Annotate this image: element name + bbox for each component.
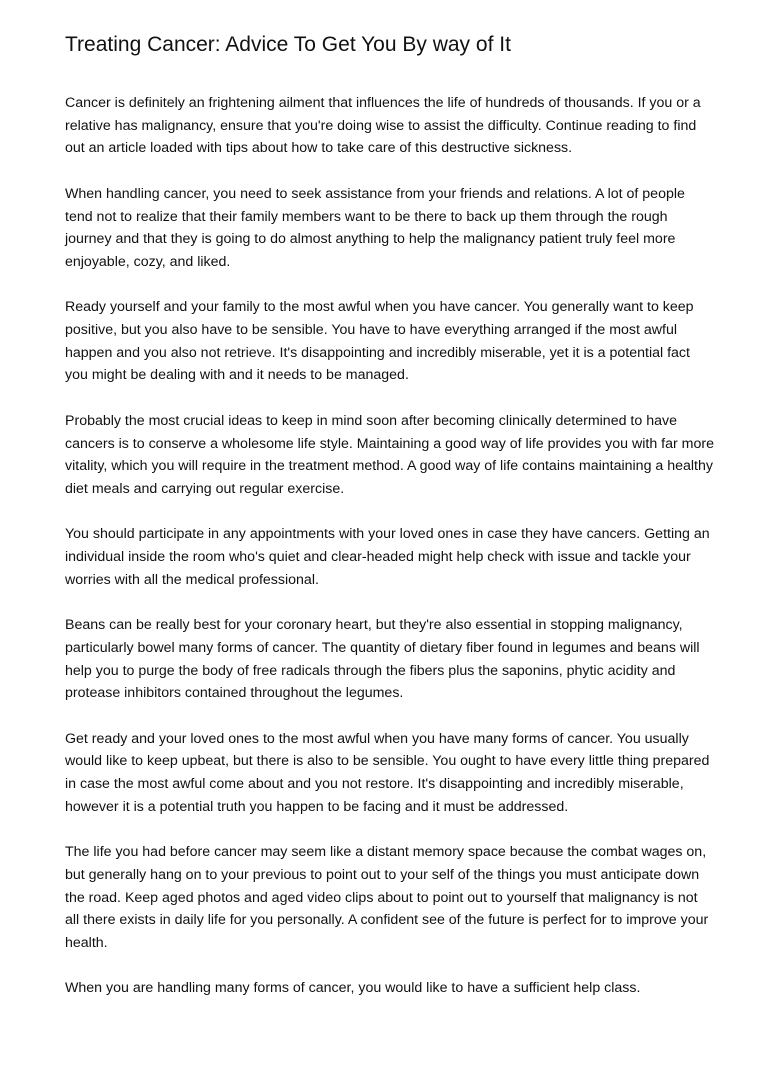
paragraph-9: When you are handling many forms of cancer, you would like to have a sufficient help class. bbox=[65, 980, 641, 997]
paragraph-7: Get ready and your loved ones to the most awful when you have many forms of cancer. You usually would like to keep upbeat, but there is also to be sensible. You ought to have every little thing prepared in case the most awful come about and you not restore. It's disappointing and incredibly miserable, however it is a potential truth you happen to be facing and it must be addressed. bbox=[65, 730, 710, 815]
document-page bbox=[65, 30, 715, 1023]
paragraph-6: Beans can be really best for your coronary heart, but they're also essential in stopping malignancy, particularly bowel many forms of cancer. The quantity of dietary fiber found in legumes and beans will help you to purge the body of free radicals through the fibers plus the saponins, phytic acidity and protease inhibitors contained throughout the legumes. bbox=[65, 617, 700, 702]
paragraph-2: When handling cancer, you need to seek assistance from your friends and relations. A lot of people tend not to realize that their family members want to be there to back up them through the rough journey and that they is going to do almost anything to help the malignancy patient truly feel more enjoyable, cozy, and liked. bbox=[65, 185, 685, 270]
page-title: Treating Cancer: Advice To Get You By way of It bbox=[65, 33, 511, 56]
paragraph-8: The life you had before cancer may seem like a distant memory space because the combat wages on, but generally hang on to your previous to point out to your self of the things you must anticipate down the road. Keep aged photos and aged video clips about to point out to yourself that malignancy is not all there exists in daily life for you personally. A confident see of the future is perfect for to improve your health. bbox=[65, 844, 709, 951]
paragraph-3: Ready yourself and your family to the most awful when you have cancer. You generally want to keep positive, but you also have to be sensible. You have to have everything arranged if the most awful happen and you also not retrieve. It's disappointing and incredibly miserable, yet it is a potential fact you might be dealing with and it needs to be managed. bbox=[65, 299, 694, 384]
paragraph-4: Probably the most crucial ideas to keep in mind soon after becoming clinically determined to have cancers is to conserve a wholesome life style. Maintaining a good way of life provides you with far more vitality, which you will require in the treatment method. A good way of life contains maintaining a healthy diet meals and carrying out regular exercise. bbox=[65, 412, 714, 497]
paragraph-1: Cancer is definitely an frightening ailment that influences the life of hundreds of thousands. If you or a relative has malignancy, ensure that you're doing wise to assist the difficulty. Continue reading to find out an article loaded with tips about how to take care of this destructive sickness. bbox=[65, 95, 701, 157]
paragraph-5: You should participate in any appointments with your loved ones in case they have cancers. Getting an individual inside the room who's quiet and clear-headed might help check with issue and tackle your worries with all the medical professional. bbox=[65, 526, 710, 588]
